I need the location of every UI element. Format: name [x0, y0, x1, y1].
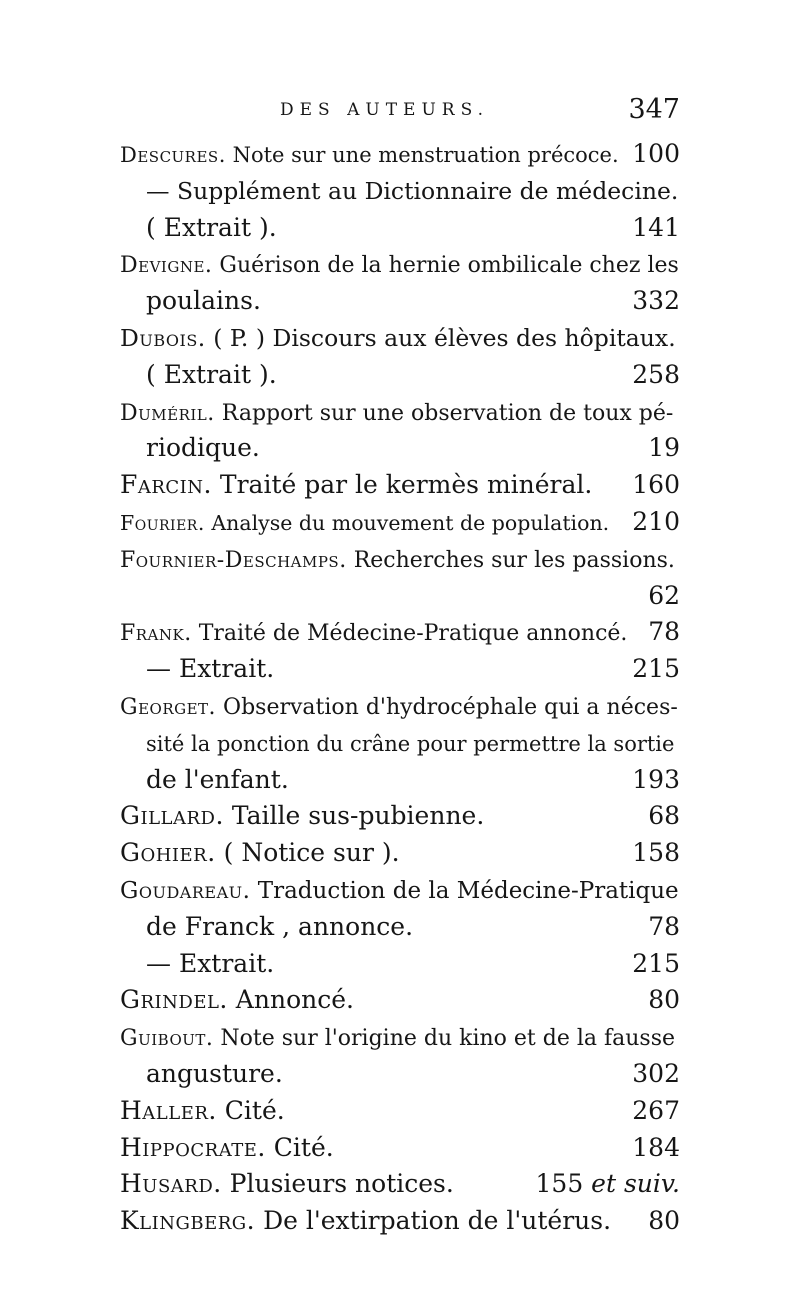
index-line [120, 541, 680, 578]
page-reference-number: 302 [632, 1058, 680, 1088]
page-reference [632, 210, 680, 247]
entry-description: poulains. [146, 286, 261, 316]
index-line [120, 173, 680, 210]
page-reference-number: 141 [632, 212, 680, 242]
author-name: Klingberg. [120, 1206, 256, 1236]
entry-description: sité la ponction du crâne pour permettre la sortie [146, 731, 675, 756]
entry-description: de Franck , annonce. [146, 911, 414, 941]
index-line [120, 136, 680, 173]
entry-text [120, 430, 260, 467]
index-line [120, 246, 680, 283]
page-reference-number: 160 [632, 470, 680, 500]
entry-text [120, 616, 627, 653]
page-reference-number: 100 [632, 139, 680, 168]
entry-description: — Supplément au Dictionnaire de médecine. [146, 176, 679, 205]
index-line [120, 909, 680, 946]
author-name: Goudareau. [120, 877, 251, 904]
index-line [120, 872, 680, 909]
page-reference [632, 946, 680, 983]
entry-description: ( Extrait ). [146, 359, 277, 389]
entry-description: Plusieurs notices. [221, 1169, 454, 1199]
author-name: Fourier. [120, 510, 205, 535]
entry-description: Guérison de la hernie ombilicale chez les [212, 253, 679, 279]
page-reference [648, 982, 680, 1019]
author-name: Guibout. [120, 1026, 214, 1052]
entry-description: — Extrait. [146, 948, 275, 978]
author-name: Dubois. [120, 323, 206, 352]
index-line [120, 614, 680, 651]
index-line [120, 1203, 680, 1240]
entry-description: ( Notice sur ). [215, 838, 400, 868]
entry-description: riodique. [146, 433, 260, 463]
entry-description: angusture. [146, 1058, 283, 1088]
entry-text [120, 137, 619, 174]
author-name: Hippocrate. [120, 1132, 266, 1162]
page-reference [632, 504, 680, 541]
author-name: Gohier. [120, 838, 216, 868]
entry-text [120, 873, 679, 910]
index-line [120, 798, 680, 835]
entry-text [120, 651, 274, 688]
index-line [120, 1019, 680, 1056]
entry-description: — Extrait. [146, 654, 275, 684]
page-reference [632, 651, 680, 688]
entry-description: Traité par le kermès minéral. [211, 470, 593, 500]
entry-text [120, 1056, 283, 1093]
running-head-title: DES AUTEURS. [280, 100, 490, 120]
entry-text [120, 909, 413, 946]
index-line [120, 688, 680, 725]
author-name: Farcin. [120, 470, 212, 500]
index-line [120, 1166, 680, 1203]
page-reference-number: 184 [632, 1132, 680, 1162]
page-reference [632, 283, 680, 320]
page-reference-number: 210 [632, 506, 680, 536]
entry-description: Observation d'hydrocéphale qui a néces- [216, 694, 678, 720]
page-reference [632, 467, 680, 504]
entry-description: Traduction de la Médecine-Pratique [250, 877, 679, 904]
page-reference-number: 62 [648, 580, 680, 610]
page-reference-number: 80 [648, 985, 680, 1015]
entry-description: Taille sus-pubienne. [223, 801, 485, 831]
entry-text [120, 248, 679, 285]
entry-text [120, 798, 484, 835]
entry-description: Traité de Médecine-Pratique annoncé. [191, 621, 628, 647]
index-line [120, 430, 680, 467]
entry-description: Annoncé. [227, 985, 354, 1015]
index-line [120, 210, 680, 247]
page-reference [632, 1056, 680, 1093]
entry-text [120, 1203, 611, 1240]
entry-description: Note sur l'origine du kino et de la fausse [213, 1026, 676, 1052]
page-reference [648, 909, 680, 946]
entry-text [120, 1166, 454, 1203]
index-line [120, 504, 680, 541]
index-line [120, 1130, 680, 1167]
page-reference [632, 835, 680, 872]
entry-text [120, 505, 609, 542]
index-line [120, 467, 680, 504]
entry-description: Cité. [216, 1095, 285, 1125]
page-reference-number: 155 [535, 1169, 584, 1199]
author-name: Fournier-Deschamps. [120, 547, 347, 573]
entry-text [120, 762, 289, 799]
entry-description: Analyse du mouvement de population. [204, 510, 610, 535]
page-reference [648, 430, 680, 467]
entry-description: Recherches sur les passions. [346, 547, 675, 573]
entry-text [120, 396, 673, 433]
entry-text [120, 1021, 675, 1058]
author-name: Georget. [120, 694, 217, 720]
running-head [120, 94, 680, 134]
index-line [120, 762, 680, 799]
index-line [120, 394, 680, 431]
entry-description: ( P. ) Discours aux élèves des hôpitaux. [205, 323, 676, 352]
entry-text [120, 467, 592, 504]
index-line [120, 1093, 680, 1130]
author-name: Grindel. [120, 985, 228, 1015]
page-reference-number: 215 [632, 948, 680, 978]
page-reference-number: 158 [632, 838, 680, 868]
page-reference [648, 578, 680, 615]
author-name: Descures. [120, 143, 226, 167]
index-line [120, 651, 680, 688]
index-line [120, 982, 680, 1019]
index-entries [120, 136, 680, 1240]
page-number: 347 [628, 94, 680, 125]
index-line [120, 725, 680, 762]
index-line [120, 835, 680, 872]
page-reference-number: 78 [648, 617, 680, 647]
page-reference [536, 1166, 680, 1203]
entry-text [120, 210, 277, 247]
entry-description: De l'extirpation de l'utérus. [255, 1206, 612, 1236]
author-name: Duméril. [120, 400, 215, 426]
entry-text [120, 320, 676, 357]
page-reference-number: 19 [648, 433, 680, 463]
page-reference-suffix: et suiv. [583, 1169, 680, 1199]
index-line [120, 357, 680, 394]
author-name: Devigne. [120, 253, 213, 279]
page-reference [648, 1203, 680, 1240]
entry-text [120, 726, 674, 763]
index-line [120, 578, 680, 615]
author-name: Frank. [120, 621, 192, 647]
entry-description: Cité. [265, 1132, 334, 1162]
entry-description: Rapport sur une observation de toux pé- [214, 400, 674, 426]
entry-text [120, 1130, 334, 1167]
entry-text [120, 690, 678, 727]
entry-description: Note sur une menstruation précoce. [225, 143, 619, 167]
page-reference [632, 762, 680, 799]
page-reference [632, 1130, 680, 1167]
page-reference [648, 798, 680, 835]
entry-text [120, 946, 274, 983]
index-line [120, 283, 680, 320]
page-reference-number: 267 [632, 1095, 680, 1125]
page-reference-number: 68 [648, 801, 680, 831]
page-reference [632, 136, 680, 173]
author-name: Husard. [120, 1169, 222, 1199]
page-reference-number: 193 [632, 764, 680, 794]
index-line [120, 946, 680, 983]
author-name: Haller. [120, 1095, 217, 1125]
page-reference-number: 258 [632, 359, 680, 389]
page-reference-number: 332 [632, 286, 680, 316]
author-name: Gillard. [120, 801, 224, 831]
index-line [120, 1056, 680, 1093]
entry-text [120, 982, 354, 1019]
entry-text [120, 543, 675, 580]
entry-description: de l'enfant. [146, 764, 289, 794]
page-reference-number: 78 [648, 911, 680, 941]
page-reference [648, 614, 680, 651]
entry-text [120, 283, 261, 320]
page-reference-number: 80 [648, 1206, 680, 1236]
page-reference [632, 357, 680, 394]
index-line [120, 320, 680, 357]
entry-text [120, 835, 400, 872]
entry-description: ( Extrait ). [146, 212, 277, 242]
page-reference-number: 215 [632, 654, 680, 684]
entry-text [120, 357, 277, 394]
entry-text [120, 173, 678, 210]
entry-text [120, 1093, 285, 1130]
page-reference [632, 1093, 680, 1130]
